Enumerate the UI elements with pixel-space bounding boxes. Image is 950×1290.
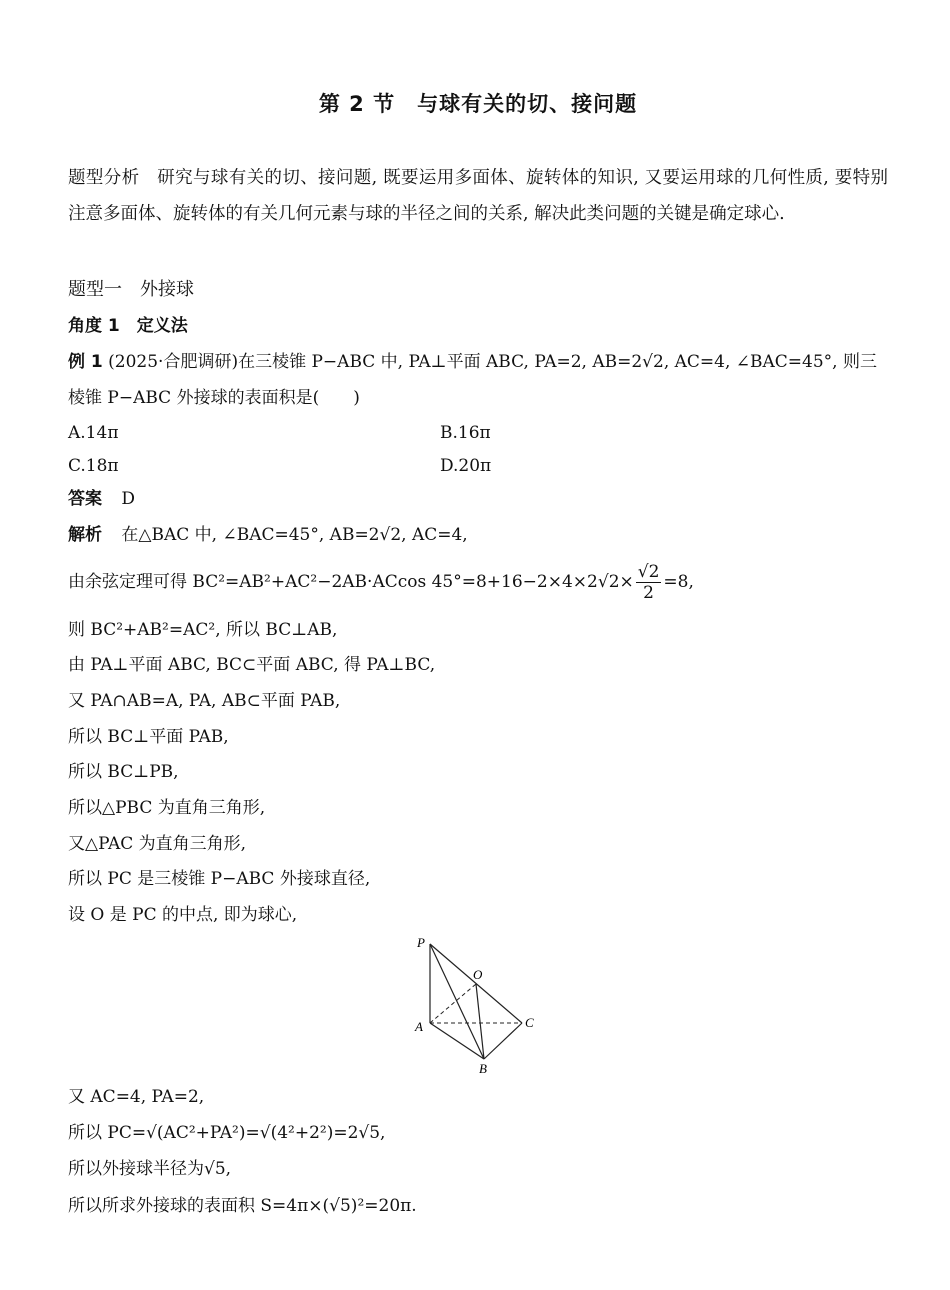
option-c: C.18π [68,456,119,476]
edge-bc [484,1023,522,1059]
solution-line-15: 所以所求外接球的表面积 S=4π×(√5)²=20π. [68,1196,417,1216]
edge-pc [430,944,522,1023]
answer-line [68,487,135,511]
label-a: A [415,1019,423,1034]
solution-label: 解析 [68,525,102,545]
solution-line-10: 所以 PC 是三棱锥 P−ABC 外接球直径, [68,869,371,889]
answer-value: D [121,489,136,509]
solution-line-2 [68,560,694,604]
example-line-2: 棱锥 P−ABC 外接球的表面积是( ) [68,388,360,408]
fraction-sqrt2-over-2 [636,562,662,603]
angle-heading: 角度 1 定义法 [68,316,188,336]
solution-text-1: 在△BAC 中, ∠BAC=45°, AB=2√2, AC=4, [121,525,468,545]
example-text-1: (2025·合肥调研)在三棱锥 P−ABC 中, PA⊥平面 ABC, PA=2, AB=2√2, AC=4, ∠BAC=45°, 则三 [108,352,877,372]
pyramid-figure [413,935,548,1079]
solution-line-4: 由 PA⊥平面 ABC, BC⊂平面 ABC, 得 PA⊥BC, [68,655,436,675]
solution-line-3: 则 BC²+AB²=AC², 所以 BC⊥AB, [68,620,338,640]
solution-line-11: 设 O 是 PC 的中点, 即为球心, [68,905,298,925]
label-b: B [479,1061,487,1075]
label-p: P [417,935,425,950]
solution-text-2-end: =8, [663,572,694,592]
intro-paragraph: 题型分析 研究与球有关的切、接问题, 既要运用多面体、旋转体的知识, 又要运用球的几何性质, 要特别注意多面体、旋转体的有关几何元素与球的半径之间的关系, 解决此类问题的关键是确定球心. [68,168,888,224]
solution-line-14: 所以外接球半径为√5, [68,1159,232,1179]
option-a: A.14π [68,423,119,443]
type-heading: 题型一 外接球 [68,279,194,300]
label-c: C [525,1015,534,1030]
segment-ao-hidden [430,984,476,1023]
option-d: D.20π [440,456,492,476]
example-line-1 [68,350,877,374]
example-label: 例 1 [68,352,103,372]
section-title: 第 2 节 与球有关的切、接问题 [318,92,638,116]
solution-text-2: 由余弦定理可得 BC²=AB²+AC²−2AB·ACcos 45°=8+16−2×4×2√2× [68,572,634,592]
solution-line-7: 所以 BC⊥PB, [68,762,179,782]
pyramid-diagram [413,935,548,1075]
fraction-denominator: 2 [643,583,654,603]
solution-line-13: 所以 PC=√(AC²+PA²)=√(4²+2²)=2√5, [68,1123,386,1143]
solution-line-8: 所以△PBC 为直角三角形, [68,798,266,818]
fraction-numerator: √2 [637,562,660,582]
solution-line-5: 又 PA∩AB=A, PA, AB⊂平面 PAB, [68,691,341,711]
solution-line-9: 又△PAC 为直角三角形, [68,834,247,854]
solution-line-6: 所以 BC⊥平面 PAB, [68,727,229,747]
solution-line-12: 又 AC=4, PA=2, [68,1087,205,1107]
answer-label: 答案 [68,489,102,509]
solution-line-1 [68,523,468,547]
label-o: O [473,967,483,982]
option-b: B.16π [440,423,491,443]
segment-ob [476,984,484,1059]
edge-pb [430,944,484,1059]
